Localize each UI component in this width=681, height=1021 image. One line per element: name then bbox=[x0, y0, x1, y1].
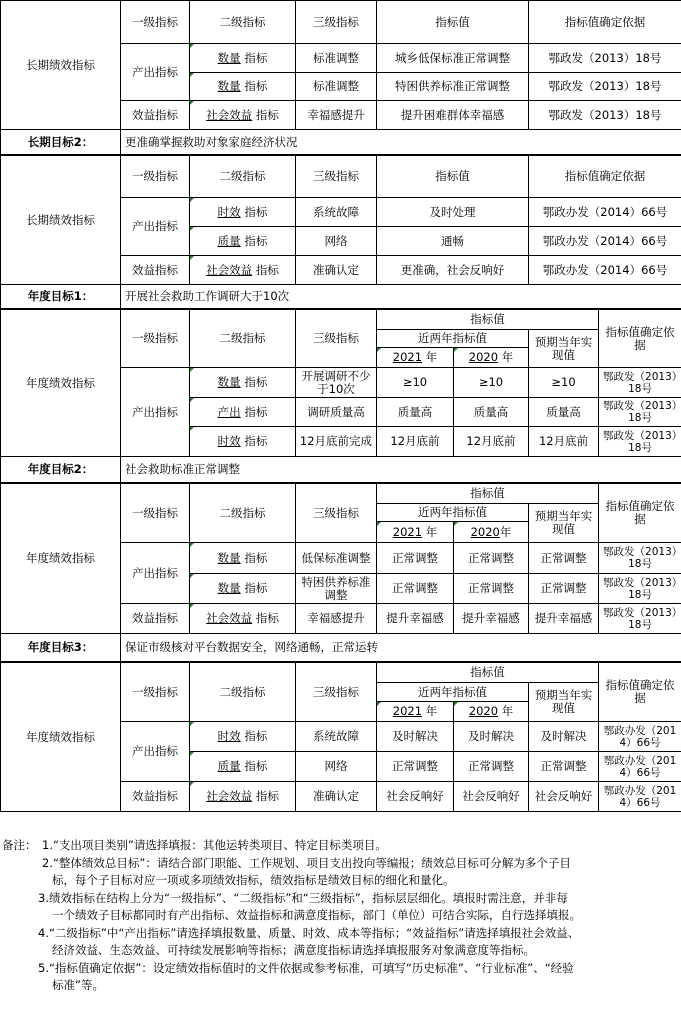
header-value: 指标值 bbox=[377, 156, 529, 198]
level3-cell: 幸福感提升 bbox=[296, 604, 377, 634]
level1-cell: 效益指标 bbox=[121, 782, 190, 812]
goal-text: 开展社会救助工作调研大于10次 bbox=[121, 285, 681, 309]
long-term-indicator-table-2 bbox=[0, 155, 681, 285]
level1-cell: 效益指标 bbox=[121, 101, 190, 130]
level3-cell: 准确认定 bbox=[296, 256, 377, 285]
basis-cell: 鄂政办发（2014）66号 bbox=[599, 752, 681, 782]
level2-cell bbox=[190, 543, 296, 574]
level1-cell: 效益指标 bbox=[121, 604, 190, 634]
block-left-label: 年度绩效指标 bbox=[1, 484, 121, 634]
goal-row-annual1 bbox=[0, 284, 681, 309]
year-2-cell bbox=[454, 702, 529, 722]
goal-text: 保证市级核对平台数据安全，网络通畅，正常运转 bbox=[121, 634, 681, 662]
level2-cell bbox=[190, 574, 296, 604]
annual-indicator-table-2 bbox=[0, 483, 681, 634]
level2-cell bbox=[190, 398, 296, 427]
level2-suffix: 指标 bbox=[244, 729, 268, 743]
level2-cell bbox=[190, 722, 296, 752]
value-year2: 提升幸福感 bbox=[454, 604, 529, 634]
level2-suffix: 指标 bbox=[244, 581, 268, 595]
level1-cell: 产出指标 bbox=[121, 543, 190, 604]
level2-underlined: 数量 bbox=[217, 550, 241, 565]
goal-label: 长期目标2： bbox=[1, 130, 121, 155]
year-suffix: 年 bbox=[425, 350, 438, 364]
level2-suffix: 指标 bbox=[255, 611, 279, 625]
level2-suffix: 指标 bbox=[255, 107, 279, 122]
value-year1: 社会反响好 bbox=[377, 782, 454, 812]
value-expected: 正常调整 bbox=[529, 574, 599, 604]
header-expected: 预期当年实现值 bbox=[529, 683, 599, 722]
header-level1: 一级指标 bbox=[121, 1, 190, 44]
level1-cell: 效益指标 bbox=[121, 256, 190, 285]
value-year2: ≥10 bbox=[454, 368, 529, 398]
value-year2: 12月底前 bbox=[454, 427, 529, 457]
header-level2: 二级指标 bbox=[190, 310, 296, 368]
value-year1: ≥10 bbox=[377, 368, 454, 398]
value-year2: 社会反响好 bbox=[454, 782, 529, 812]
year-suffix: 年 bbox=[425, 704, 438, 718]
year-suffix: 年 bbox=[499, 524, 512, 539]
level2-cell bbox=[190, 368, 296, 398]
note-4-line2: 经济效益、生态效益、可持续发展影响等指标；满意度指标请选择填报服务对象满意度等指标。 bbox=[52, 943, 535, 957]
level2-cell bbox=[190, 752, 296, 782]
level2-underlined: 数量 bbox=[217, 375, 241, 389]
level2-suffix: 指标 bbox=[244, 434, 268, 448]
basis-cell: 鄂政发（2013）18号 bbox=[529, 101, 681, 130]
note-3-line2: 一个绩效子目标都同时有产出指标、效益指标和满意度指标，部门（单位）可结合实际，自行选择填报。 bbox=[52, 908, 581, 922]
year-1: 2021 bbox=[392, 704, 423, 718]
year-2: 2020 bbox=[470, 524, 500, 539]
level3-cell: 特困供养标准调整 bbox=[296, 574, 377, 604]
level2-suffix: 指标 bbox=[255, 262, 279, 277]
level2-suffix: 指标 bbox=[244, 759, 268, 773]
header-basis: 指标值确定依据 bbox=[599, 484, 681, 543]
level3-cell: 开展调研不少于10次 bbox=[296, 368, 377, 398]
level2-cell bbox=[190, 227, 296, 256]
level2-suffix: 指标 bbox=[244, 233, 268, 248]
header-level3: 三级指标 bbox=[296, 156, 377, 198]
header-level3: 三级指标 bbox=[296, 484, 377, 543]
basis-cell: 鄂政发（2013）18号 bbox=[599, 427, 681, 457]
level1-cell: 产出指标 bbox=[121, 198, 190, 256]
header-level3: 三级指标 bbox=[296, 310, 377, 368]
value-year2: 质量高 bbox=[454, 398, 529, 427]
goal-row-annual2 bbox=[0, 456, 681, 483]
header-basis: 指标值确定依据 bbox=[599, 663, 681, 722]
header-value: 指标值 bbox=[377, 484, 599, 504]
level3-cell: 准确认定 bbox=[296, 782, 377, 812]
block-left-label: 年度绩效指标 bbox=[1, 663, 121, 812]
value-expected: ≥10 bbox=[529, 368, 599, 398]
year-suffix: 年 bbox=[425, 524, 438, 539]
header-expected: 预期当年实现值 bbox=[529, 330, 599, 368]
header-basis: 指标值确定依据 bbox=[599, 310, 681, 368]
level2-underlined: 社会效益 bbox=[206, 107, 253, 122]
value-cell: 更准确，社会反响好 bbox=[377, 256, 529, 285]
level2-cell bbox=[190, 101, 296, 130]
value-cell: 及时处理 bbox=[377, 198, 529, 227]
level2-cell bbox=[190, 604, 296, 634]
note-4-line1: 4.“二级指标”中“产出指标”请选择填报数量、质量、时效、成本等指标；“效益指标”请选择填报社会效益、 bbox=[38, 926, 580, 940]
value-year2: 正常调整 bbox=[454, 752, 529, 782]
year-1-cell bbox=[377, 522, 454, 543]
level3-cell: 网络 bbox=[296, 227, 377, 256]
level2-cell bbox=[190, 256, 296, 285]
value-year1: 提升幸福感 bbox=[377, 604, 454, 634]
year-1: 2021 bbox=[392, 350, 423, 364]
value-cell: 提升困难群体幸福感 bbox=[377, 101, 529, 130]
header-basis: 指标值确定依据 bbox=[529, 1, 681, 44]
level2-cell bbox=[190, 44, 296, 73]
value-year1: 12月底前 bbox=[377, 427, 454, 457]
note-2-line2: 标，每个子目标对应一项或多项绩效指标，绩效指标是绩效目标的细化和量化。 bbox=[52, 873, 455, 887]
basis-cell: 鄂政办发（2014）66号 bbox=[529, 256, 681, 285]
basis-cell: 鄂政发（2013）18号 bbox=[599, 574, 681, 604]
value-expected: 12月底前 bbox=[529, 427, 599, 457]
annual-indicator-table-1 bbox=[0, 309, 681, 457]
header-value: 指标值 bbox=[377, 663, 599, 683]
header-level1: 一级指标 bbox=[121, 156, 190, 198]
goal-text: 社会救助标准正常调整 bbox=[121, 457, 681, 483]
value-expected: 质量高 bbox=[529, 398, 599, 427]
level3-cell: 标准调整 bbox=[296, 73, 377, 101]
level2-cell bbox=[190, 782, 296, 812]
year-suffix: 年 bbox=[501, 704, 514, 718]
level2-suffix: 指标 bbox=[244, 404, 268, 419]
level2-suffix: 指标 bbox=[244, 79, 268, 93]
basis-cell: 鄂政发（2013）18号 bbox=[529, 44, 681, 73]
level2-cell bbox=[190, 427, 296, 457]
header-level1: 一级指标 bbox=[121, 663, 190, 722]
header-value: 指标值 bbox=[377, 310, 599, 330]
basis-cell: 鄂政发（2013）18号 bbox=[599, 543, 681, 574]
level2-suffix: 指标 bbox=[244, 375, 268, 389]
basis-cell: 鄂政发（2013）18号 bbox=[599, 368, 681, 398]
basis-cell: 鄂政发（2013）18号 bbox=[599, 604, 681, 634]
note-3-line1: 3.绩效指标在结构上分为“一级指标”、“二级指标”和“三级指标”，指标层层细化。填报时需注意，并非每 bbox=[38, 891, 568, 905]
value-cell: 通畅 bbox=[377, 227, 529, 256]
note-1: 1.“支出项目类别”请选择填报：其他运转类项目、特定目标类项目。 bbox=[42, 838, 387, 852]
goal-row-long2 bbox=[0, 129, 681, 155]
level2-suffix: 指标 bbox=[255, 789, 279, 803]
level2-underlined: 质量 bbox=[217, 759, 241, 773]
header-recent: 近两年指标值 bbox=[377, 683, 529, 702]
year-2: 2020 bbox=[468, 704, 499, 718]
year-suffix: 年 bbox=[501, 350, 514, 364]
level3-cell: 幸福感提升 bbox=[296, 101, 377, 130]
goal-label: 年度目标2： bbox=[1, 457, 121, 483]
basis-cell: 鄂政发（2013）18号 bbox=[529, 73, 681, 101]
year-2: 2020 bbox=[468, 350, 499, 364]
value-year1: 正常调整 bbox=[377, 543, 454, 574]
value-expected: 正常调整 bbox=[529, 752, 599, 782]
block-left-label: 长期绩效指标 bbox=[1, 156, 121, 285]
value-expected: 提升幸福感 bbox=[529, 604, 599, 634]
header-expected: 预期当年实现值 bbox=[529, 504, 599, 543]
level3-cell: 低保标准调整 bbox=[296, 543, 377, 574]
long-term-indicator-table-1 bbox=[0, 0, 681, 130]
header-level3: 三级指标 bbox=[296, 1, 377, 44]
level2-underlined: 社会效益 bbox=[206, 611, 253, 625]
level2-underlined: 产出 bbox=[217, 404, 241, 419]
level1-cell: 产出指标 bbox=[121, 368, 190, 457]
level2-underlined: 质量 bbox=[217, 233, 241, 248]
notes-section bbox=[0, 815, 681, 1021]
level2-underlined: 时效 bbox=[217, 434, 241, 448]
level3-cell: 调研质量高 bbox=[296, 398, 377, 427]
level2-underlined: 社会效益 bbox=[206, 262, 253, 277]
header-level1: 一级指标 bbox=[121, 310, 190, 368]
year-1: 2021 bbox=[392, 524, 423, 539]
block-left-label: 长期绩效指标 bbox=[1, 1, 121, 130]
value-year2: 正常调整 bbox=[454, 574, 529, 604]
header-recent: 近两年指标值 bbox=[377, 330, 529, 348]
basis-cell: 鄂政办发（2014）66号 bbox=[529, 198, 681, 227]
basis-cell: 鄂政办发（2014）66号 bbox=[599, 722, 681, 752]
header-value: 指标值 bbox=[377, 1, 529, 44]
level3-cell: 系统故障 bbox=[296, 198, 377, 227]
level1-cell: 产出指标 bbox=[121, 44, 190, 101]
value-year2: 正常调整 bbox=[454, 543, 529, 574]
basis-cell: 鄂政办发（2014）66号 bbox=[599, 782, 681, 812]
header-level2: 二级指标 bbox=[190, 663, 296, 722]
header-recent: 近两年指标值 bbox=[377, 504, 529, 522]
level2-cell bbox=[190, 73, 296, 101]
goal-label: 年度目标1： bbox=[1, 285, 121, 309]
header-level2: 二级指标 bbox=[190, 1, 296, 44]
year-1-cell bbox=[377, 348, 454, 368]
year-2-cell bbox=[454, 522, 529, 543]
value-year1: 正常调整 bbox=[377, 574, 454, 604]
header-level3: 三级指标 bbox=[296, 663, 377, 722]
header-basis: 指标值确定依据 bbox=[529, 156, 681, 198]
goal-text: 更准确掌握救助对象家庭经济状况 bbox=[121, 130, 681, 155]
value-cell: 城乡低保标准正常调整 bbox=[377, 44, 529, 73]
header-level2: 二级指标 bbox=[190, 156, 296, 198]
header-level2: 二级指标 bbox=[190, 484, 296, 543]
level3-cell: 标准调整 bbox=[296, 44, 377, 73]
annual-indicator-table-3 bbox=[0, 662, 681, 812]
level3-cell: 网络 bbox=[296, 752, 377, 782]
note-5-line1: 5.“指标值确定依据”：设定绩效指标值时的文件依据或参考标准，可填写“历史标准”、“行业标准”、“经验 bbox=[38, 961, 574, 975]
value-cell: 特困供养标准正常调整 bbox=[377, 73, 529, 101]
level2-underlined: 数量 bbox=[217, 50, 241, 65]
level2-underlined: 数量 bbox=[217, 79, 241, 93]
value-year2: 及时解决 bbox=[454, 722, 529, 752]
level1-cell: 产出指标 bbox=[121, 722, 190, 782]
level2-underlined: 社会效益 bbox=[206, 789, 253, 803]
goal-row-annual3 bbox=[0, 633, 681, 662]
notes-label: 备注： bbox=[2, 838, 37, 852]
basis-cell: 鄂政办发（2014）66号 bbox=[529, 227, 681, 256]
value-year1: 正常调整 bbox=[377, 752, 454, 782]
level2-suffix: 指标 bbox=[244, 204, 268, 219]
value-year1: 质量高 bbox=[377, 398, 454, 427]
note-5-line2: 标准”等。 bbox=[52, 978, 104, 992]
note-2-line1: 2.“整体绩效总目标”：请结合部门职能、工作规划、项目支出投向等编报；绩效总目标可分解为多个子目 bbox=[42, 856, 571, 870]
header-level1: 一级指标 bbox=[121, 484, 190, 543]
level3-cell: 系统故障 bbox=[296, 722, 377, 752]
basis-cell: 鄂政发（2013）18号 bbox=[599, 398, 681, 427]
level2-underlined: 数量 bbox=[217, 581, 241, 595]
level3-cell: 12月底前完成 bbox=[296, 427, 377, 457]
level2-underlined: 时效 bbox=[217, 729, 241, 743]
value-expected: 社会反响好 bbox=[529, 782, 599, 812]
level2-suffix: 指标 bbox=[244, 550, 268, 565]
value-expected: 及时解决 bbox=[529, 722, 599, 752]
value-year1: 及时解决 bbox=[377, 722, 454, 752]
header-row bbox=[1, 1, 681, 44]
value-expected: 正常调整 bbox=[529, 543, 599, 574]
goal-label: 年度目标3： bbox=[1, 634, 121, 662]
year-1-cell bbox=[377, 702, 454, 722]
block-left-label: 年度绩效指标 bbox=[1, 310, 121, 457]
level2-suffix: 指标 bbox=[244, 50, 268, 65]
level2-cell bbox=[190, 198, 296, 227]
level2-underlined: 时效 bbox=[217, 204, 241, 219]
year-2-cell bbox=[454, 348, 529, 368]
